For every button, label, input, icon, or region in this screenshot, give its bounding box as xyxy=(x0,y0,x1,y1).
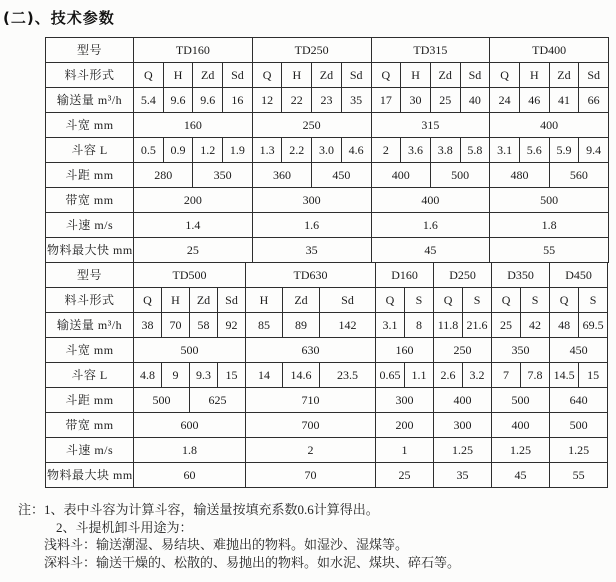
value-cell: Q xyxy=(252,63,282,88)
row-label-cell: 料斗形式 xyxy=(46,63,134,88)
value-cell: D160 xyxy=(376,263,434,288)
value-cell: 500 xyxy=(134,388,190,413)
table-row xyxy=(46,238,609,263)
table-row xyxy=(46,113,609,138)
value-cell: 1.25 xyxy=(434,438,492,463)
value-cell: 2.6 xyxy=(434,363,463,388)
value-cell: H xyxy=(401,63,431,88)
value-cell: Q xyxy=(550,288,579,313)
table-row xyxy=(46,138,609,163)
row-label-cell: 斗速 m/s xyxy=(46,213,134,238)
value-cell: 3.1 xyxy=(490,138,520,163)
value-cell: 85 xyxy=(246,313,283,338)
row-label-cell: 输送量 m³/h xyxy=(46,88,134,113)
note-line-1: 1、表中斗容为计算斗容，输送量按填充系数0.6计算得出。 xyxy=(44,502,379,517)
table-row xyxy=(46,188,609,213)
value-cell: 40 xyxy=(460,88,490,113)
value-cell: Sd xyxy=(341,63,371,88)
value-cell: 41 xyxy=(549,88,579,113)
value-cell: 5.6 xyxy=(519,138,549,163)
value-cell: 12 xyxy=(252,88,282,113)
row-label-cell: 输送量 m³/h xyxy=(46,313,134,338)
value-cell: 500 xyxy=(430,163,489,188)
notes-prefix: 注： xyxy=(18,502,45,517)
bottom-table-body xyxy=(46,263,608,488)
row-label-cell: 带宽 mm xyxy=(46,413,134,438)
table-row xyxy=(46,263,608,288)
row-label-cell: 斗容 L xyxy=(46,363,134,388)
value-cell: 25 xyxy=(492,313,521,338)
value-cell: Sd xyxy=(320,288,376,313)
table-row xyxy=(46,363,608,388)
value-cell: 300 xyxy=(434,413,492,438)
value-cell: TD500 xyxy=(134,263,246,288)
value-cell: 160 xyxy=(134,113,253,138)
value-cell: 38 xyxy=(134,313,162,338)
value-cell: TD400 xyxy=(490,38,609,63)
value-cell: 400 xyxy=(490,113,609,138)
value-cell: 500 xyxy=(492,388,550,413)
value-cell: 250 xyxy=(434,338,492,363)
value-cell: 1.6 xyxy=(252,213,371,238)
value-cell: 4.6 xyxy=(341,138,371,163)
value-cell: D450 xyxy=(550,263,608,288)
value-cell: 30 xyxy=(401,88,431,113)
value-cell: 450 xyxy=(312,163,371,188)
value-cell: 400 xyxy=(371,188,490,213)
value-cell: 7 xyxy=(492,363,521,388)
value-cell: Zd xyxy=(549,63,579,88)
value-cell: 66 xyxy=(579,88,609,113)
value-cell: 3.0 xyxy=(312,138,342,163)
value-cell: 400 xyxy=(434,388,492,413)
value-cell: 55 xyxy=(550,463,608,488)
value-cell: Zd xyxy=(190,288,218,313)
value-cell: Q xyxy=(134,63,164,88)
value-cell: Zd xyxy=(193,63,223,88)
value-cell: Sd xyxy=(223,63,253,88)
value-cell: Q xyxy=(434,288,463,313)
table-row xyxy=(46,388,608,413)
value-cell: 8 xyxy=(405,313,434,338)
value-cell: D250 xyxy=(434,263,492,288)
value-cell: 4.8 xyxy=(134,363,162,388)
value-cell: 11.8 xyxy=(434,313,463,338)
value-cell: H xyxy=(163,63,193,88)
value-cell: 23.5 xyxy=(320,363,376,388)
value-cell: 300 xyxy=(376,388,434,413)
value-cell: 500 xyxy=(134,338,246,363)
value-cell: Sd xyxy=(579,63,609,88)
value-cell: 3.8 xyxy=(430,138,460,163)
value-cell: 9 xyxy=(162,363,190,388)
value-cell: 89 xyxy=(283,313,320,338)
value-cell: 25 xyxy=(376,463,434,488)
value-cell: 92 xyxy=(218,313,246,338)
value-cell: S xyxy=(579,288,608,313)
value-cell: 3.2 xyxy=(463,363,492,388)
value-cell: 22 xyxy=(282,88,312,113)
value-cell: 200 xyxy=(134,188,253,213)
value-cell: D350 xyxy=(492,263,550,288)
value-cell: 15 xyxy=(218,363,246,388)
row-label-cell: 物料最大快 mm xyxy=(46,238,134,263)
value-cell: 14 xyxy=(246,363,283,388)
value-cell: 450 xyxy=(550,338,608,363)
value-cell: 1.25 xyxy=(492,438,550,463)
value-cell: TD630 xyxy=(246,263,376,288)
value-cell: 1.1 xyxy=(405,363,434,388)
parameters-table-top xyxy=(45,37,609,263)
notes-block xyxy=(18,501,616,571)
table-row xyxy=(46,463,608,488)
table-row xyxy=(46,63,609,88)
row-label-cell: 型号 xyxy=(46,38,134,63)
value-cell: Q xyxy=(371,63,401,88)
value-cell: 48 xyxy=(550,313,579,338)
value-cell: 1.8 xyxy=(490,213,609,238)
value-cell: 280 xyxy=(134,163,193,188)
value-cell: 15 xyxy=(579,363,608,388)
value-cell: 35 xyxy=(341,88,371,113)
note-line-4: 深料斗：输送干燥的、松散的、易抛出的物料。如水泥、煤块、碎石等。 xyxy=(44,554,461,570)
value-cell: 14.5 xyxy=(550,363,579,388)
value-cell: TD160 xyxy=(134,38,253,63)
value-cell: 1.8 xyxy=(134,438,246,463)
value-cell: 46 xyxy=(519,88,549,113)
value-cell: 5.8 xyxy=(460,138,490,163)
value-cell: 70 xyxy=(246,463,376,488)
value-cell: 3.1 xyxy=(376,313,405,338)
value-cell: 300 xyxy=(252,188,371,213)
value-cell: 5.4 xyxy=(134,88,164,113)
value-cell: 58 xyxy=(190,313,218,338)
row-label-cell: 物料最大块 mm xyxy=(46,463,134,488)
table-row xyxy=(46,288,608,313)
value-cell: 700 xyxy=(246,413,376,438)
value-cell: Zd xyxy=(283,288,320,313)
table-row xyxy=(46,88,609,113)
value-cell: Q xyxy=(490,63,520,88)
value-cell: 0.65 xyxy=(376,363,405,388)
row-label-cell: 斗宽 mm xyxy=(46,113,134,138)
parameters-table-bottom xyxy=(45,262,608,488)
row-label-cell: 斗速 m/s xyxy=(46,438,134,463)
value-cell: 315 xyxy=(371,113,490,138)
value-cell: Q xyxy=(376,288,405,313)
value-cell: 1 xyxy=(376,438,434,463)
value-cell: 1.2 xyxy=(193,138,223,163)
value-cell: 5.9 xyxy=(549,138,579,163)
value-cell: 35 xyxy=(434,463,492,488)
value-cell: 2 xyxy=(371,138,401,163)
top-table-body xyxy=(46,38,609,263)
row-label-cell: 带宽 mm xyxy=(46,188,134,213)
note-line-2: 2、斗提机卸斗用途为： xyxy=(56,519,193,535)
value-cell: 160 xyxy=(376,338,434,363)
value-cell: 0.5 xyxy=(134,138,164,163)
row-label-cell: 斗容 L xyxy=(46,138,134,163)
value-cell: 350 xyxy=(193,163,252,188)
value-cell: 3.6 xyxy=(401,138,431,163)
page-title: (二)、技术参数 xyxy=(3,9,115,27)
value-cell: H xyxy=(282,63,312,88)
value-cell: 24 xyxy=(490,88,520,113)
value-cell: 45 xyxy=(371,238,490,263)
table-row xyxy=(46,213,609,238)
value-cell: 600 xyxy=(134,413,246,438)
value-cell: 14.6 xyxy=(283,363,320,388)
value-cell: 35 xyxy=(252,238,371,263)
value-cell: H xyxy=(246,288,283,313)
value-cell: S xyxy=(521,288,550,313)
value-cell: 1.25 xyxy=(550,438,608,463)
value-cell: Sd xyxy=(460,63,490,88)
value-cell: 0.9 xyxy=(163,138,193,163)
value-cell: 25 xyxy=(430,88,460,113)
value-cell: TD250 xyxy=(252,38,371,63)
value-cell: 9.3 xyxy=(190,363,218,388)
value-cell: 17 xyxy=(371,88,401,113)
value-cell: 640 xyxy=(550,388,608,413)
value-cell: 560 xyxy=(549,163,608,188)
value-cell: 500 xyxy=(490,188,609,213)
notes-lines xyxy=(44,501,616,571)
value-cell: 250 xyxy=(252,113,371,138)
value-cell: 2 xyxy=(246,438,376,463)
value-cell: 625 xyxy=(190,388,246,413)
row-label-cell: 料斗形式 xyxy=(46,288,134,313)
value-cell: 1.3 xyxy=(252,138,282,163)
value-cell: 142 xyxy=(320,313,376,338)
value-cell: Q xyxy=(134,288,162,313)
value-cell: 710 xyxy=(246,388,376,413)
value-cell: S xyxy=(405,288,434,313)
value-cell: 1.4 xyxy=(134,213,253,238)
table-row xyxy=(46,413,608,438)
table-row xyxy=(46,38,609,63)
value-cell: 21.6 xyxy=(463,313,492,338)
value-cell: 23 xyxy=(312,88,342,113)
row-label-cell: 斗距 mm xyxy=(46,388,134,413)
value-cell: 9.6 xyxy=(163,88,193,113)
table-row xyxy=(46,438,608,463)
value-cell: 500 xyxy=(550,413,608,438)
value-cell: H xyxy=(519,63,549,88)
value-cell: Sd xyxy=(218,288,246,313)
value-cell: 55 xyxy=(490,238,609,263)
value-cell: 630 xyxy=(246,338,376,363)
value-cell: H xyxy=(162,288,190,313)
value-cell: 9.6 xyxy=(193,88,223,113)
table-row xyxy=(46,163,609,188)
value-cell: 350 xyxy=(492,338,550,363)
parameters-table xyxy=(45,37,616,488)
value-cell: 70 xyxy=(162,313,190,338)
value-cell: 25 xyxy=(134,238,253,263)
value-cell: Zd xyxy=(430,63,460,88)
table-row xyxy=(46,313,608,338)
value-cell: 400 xyxy=(371,163,430,188)
row-label-cell: 斗宽 mm xyxy=(46,338,134,363)
table-row xyxy=(46,338,608,363)
value-cell: 2.2 xyxy=(282,138,312,163)
note-line-3: 浅料斗：输送潮湿、易结块、难抛出的物料。如湿沙、湿煤等。 xyxy=(44,537,409,552)
value-cell: 16 xyxy=(223,88,253,113)
value-cell: S xyxy=(463,288,492,313)
value-cell: 1.6 xyxy=(371,213,490,238)
value-cell: 480 xyxy=(490,163,549,188)
value-cell: TD315 xyxy=(371,38,490,63)
value-cell: 200 xyxy=(376,413,434,438)
value-cell: 360 xyxy=(252,163,311,188)
value-cell: 45 xyxy=(492,463,550,488)
value-cell: Zd xyxy=(312,63,342,88)
value-cell: 60 xyxy=(134,463,246,488)
value-cell: 9.4 xyxy=(579,138,609,163)
value-cell: 7.8 xyxy=(521,363,550,388)
value-cell: Q xyxy=(492,288,521,313)
value-cell: 69.5 xyxy=(579,313,608,338)
value-cell: 42 xyxy=(521,313,550,338)
value-cell: 1.9 xyxy=(223,138,253,163)
row-label-cell: 型号 xyxy=(46,263,134,288)
value-cell: 400 xyxy=(492,413,550,438)
row-label-cell: 斗距 mm xyxy=(46,163,134,188)
